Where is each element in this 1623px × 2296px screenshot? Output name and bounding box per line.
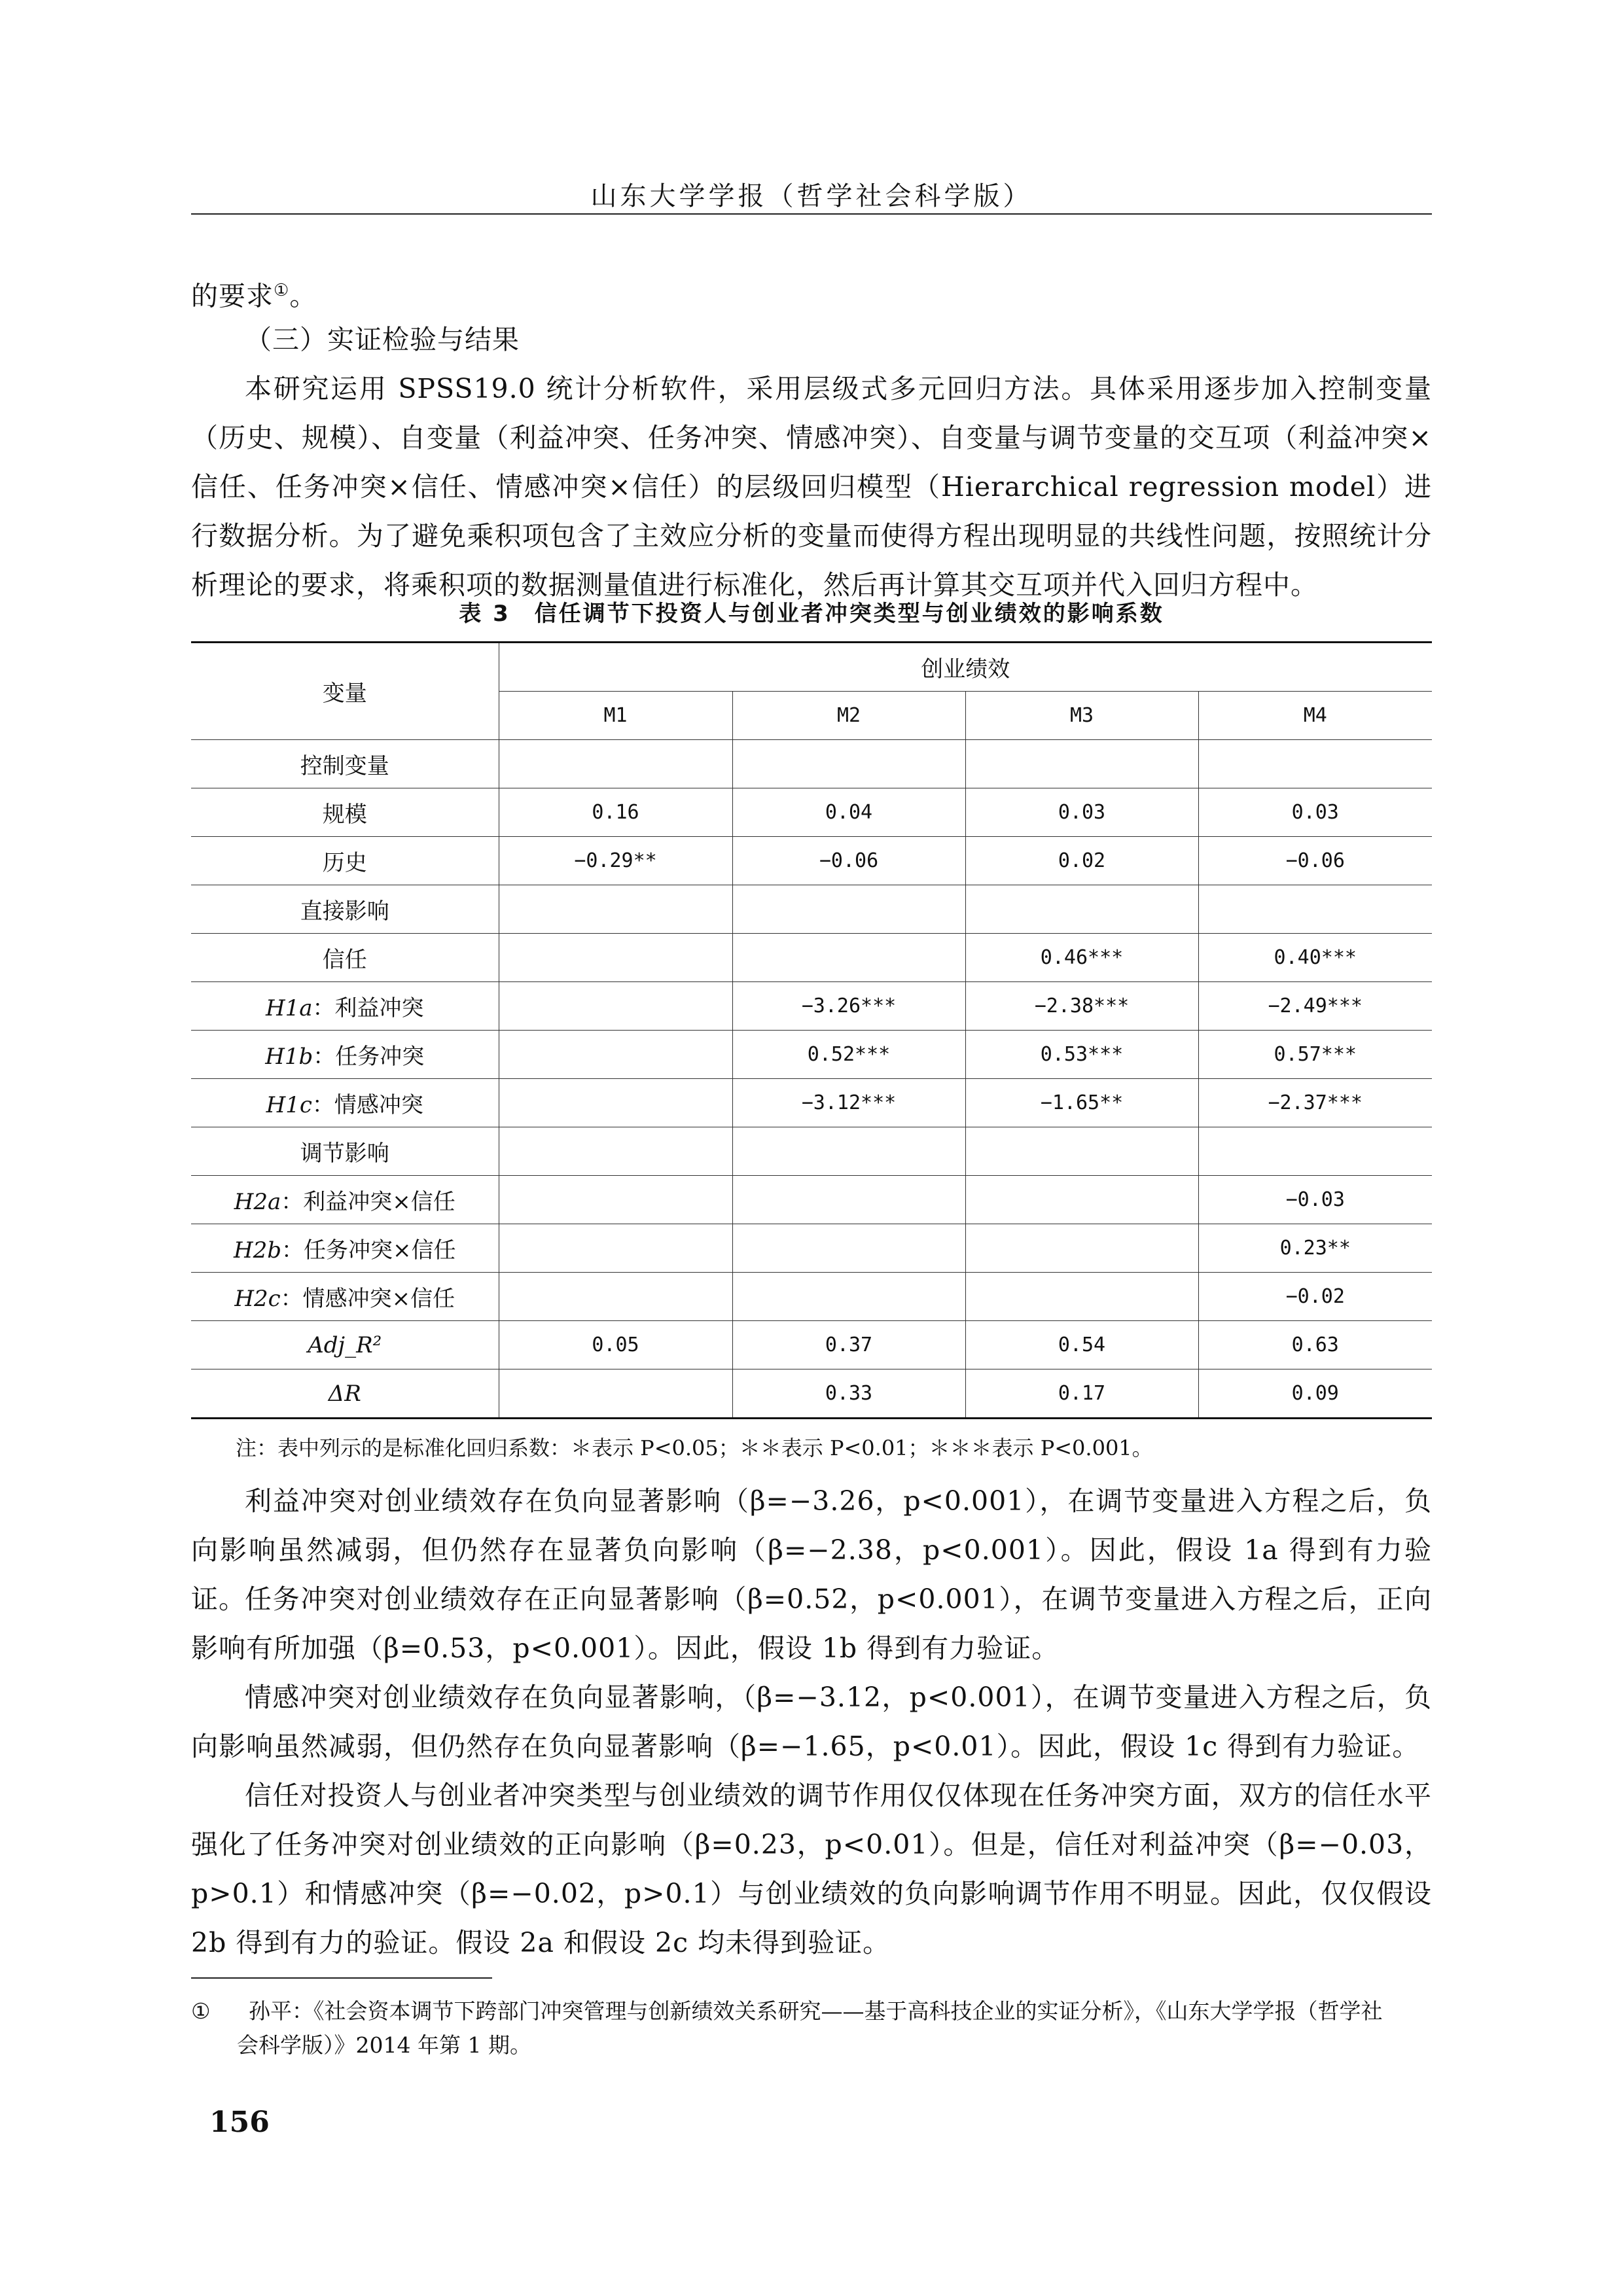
row-label — [191, 1031, 499, 1079]
coefficient-cell — [1198, 885, 1432, 934]
coefficient-cell: 0.03 — [1198, 788, 1432, 837]
paragraph-h2: 信任对投资人与创业者冲突类型与创业绩效的调节作用仅仅体现在任务冲突方面，双方的信任水平强化了任务冲突对创业绩效的正向影响（β=0.23，p<0.01）。但是，信任对利益冲突（β=−0.03，p>0.1）和情感冲突（β=−0.02，p>0.1）与创业绩效的负向影响调节作用不明显。因此，仅仅假设 2b 得到有力的验证。假设 2a 和假设 2c 均未得到验证。 — [191, 1780, 1432, 1958]
coefficient-cell: 0.37 — [732, 1321, 965, 1369]
coefficient-cell: 0.02 — [965, 837, 1198, 885]
hypothesis-label: H2a — [234, 1189, 281, 1215]
coefficient-cell — [965, 1127, 1198, 1176]
header-rule — [191, 213, 1432, 215]
variable-label: ：任务冲突×信任 — [281, 1237, 456, 1263]
table-row — [191, 982, 1432, 1031]
table-row — [191, 1224, 1432, 1273]
table-row — [191, 1321, 1432, 1369]
coefficient-cell: 0.05 — [499, 1321, 732, 1369]
coefficient-cell: −3.12*** — [732, 1079, 965, 1127]
row-label — [191, 1273, 499, 1321]
table-row — [191, 837, 1432, 885]
coefficient-cell: 0.40*** — [1198, 934, 1432, 982]
coefficient-cell: −1.65** — [965, 1079, 1198, 1127]
row-label — [191, 934, 499, 982]
regression-table — [191, 641, 1432, 1419]
coefficient-cell — [499, 1273, 732, 1321]
table-row — [191, 1176, 1432, 1224]
table-row — [191, 1273, 1432, 1321]
coefficient-cell: 0.53*** — [965, 1031, 1198, 1079]
coefficient-cell: 0.57*** — [1198, 1031, 1432, 1079]
paragraph-h1b: 任务冲突对创业绩效存在正向显著影响（β=0.52，p<0.001），在调节变量进入方程之后，正向影响有所加强（β=0.53，p<0.001）。因此，假设 1b 得到有力验证。 — [191, 1583, 1432, 1664]
table-header-row — [191, 643, 1432, 692]
coefficient-cell: −0.02 — [1198, 1273, 1432, 1321]
coefficient-cell: 0.54 — [965, 1321, 1198, 1369]
coefficient-cell — [499, 1369, 732, 1419]
paragraph-continuation — [191, 266, 1432, 321]
hypothesis-label: H2b — [233, 1237, 282, 1263]
coefficient-cell: 0.09 — [1198, 1369, 1432, 1419]
table-note: 注：表中列示的是标准化回归系数：＊表示 P<0.05；＊＊表示 P<0.01；＊＊＊表示 P<0.001。 — [236, 1436, 1153, 1460]
coefficient-cell — [732, 1127, 965, 1176]
footnote-ref: ① — [274, 281, 290, 300]
variable-label: ：利益冲突 — [312, 995, 424, 1021]
coefficient-cell — [965, 1176, 1198, 1224]
variable-label: 控制变量 — [300, 753, 389, 779]
coefficient-cell — [499, 740, 732, 788]
model-header: M1 — [499, 692, 732, 740]
coefficient-cell — [732, 885, 965, 934]
coefficient-cell: −2.49*** — [1198, 982, 1432, 1031]
variable-label: 规模 — [322, 802, 367, 828]
footnote — [191, 1994, 1432, 2062]
coefficient-cell — [499, 885, 732, 934]
table-row — [191, 788, 1432, 837]
coefficient-cell: 0.17 — [965, 1369, 1198, 1419]
table-row — [191, 1369, 1432, 1419]
table-title: 表 3 信任调节下投资人与创业者冲突类型与创业绩效的影响系数 — [459, 601, 1164, 627]
row-label — [191, 837, 499, 885]
row-label — [191, 1127, 499, 1176]
coefficient-cell — [499, 1079, 732, 1127]
coefficient-cell — [965, 740, 1198, 788]
hypothesis-label: Adj_R² — [308, 1332, 382, 1358]
coefficient-cell — [1198, 740, 1432, 788]
coefficient-cell: 0.16 — [499, 788, 732, 837]
paragraph-method: 本研究运用 SPSS19.0 统计分析软件，采用层级式多元回归方法。具体采用逐步加入控制变量（历史、规模）、自变量（利益冲突、任务冲突、情感冲突）、自变量与调节变量的交互项（利益冲突×信任、任务冲突×信任、情感冲突×信任）的层级回归模型（Hierarchical regression model）进行数据分析。为了避免乘积项包含了主效应分析的变量而使得方程出现明显的共线性问题，按照统计分析理论的要求，将乘积项的数据测量值进行标准化，然后再计算其交互项并代入回归方程中。 — [191, 373, 1432, 601]
model-header: M3 — [965, 692, 1198, 740]
coefficient-cell — [1198, 1127, 1432, 1176]
coefficient-cell: −2.38*** — [965, 982, 1198, 1031]
variable-label: ：利益冲突×信任 — [281, 1189, 455, 1215]
table-row — [191, 934, 1432, 982]
coefficient-cell: 0.63 — [1198, 1321, 1432, 1369]
running-header: 山东大学学报（哲学社会科学版） — [590, 181, 1033, 211]
coefficient-cell: 0.23** — [1198, 1224, 1432, 1273]
row-label — [191, 1224, 499, 1273]
table-row — [191, 740, 1432, 788]
row-label — [191, 1079, 499, 1127]
continuation-text: 的要求 — [191, 280, 274, 312]
footnote-line: 会科学版）》2014 年第 1 期。 — [237, 2032, 531, 2058]
table-row — [191, 1127, 1432, 1176]
coefficient-cell — [732, 1224, 965, 1273]
hypothesis-label: H1c — [266, 1092, 312, 1118]
hypothesis-label: H1b — [265, 1044, 313, 1070]
variable-label: ：情感冲突 — [312, 1092, 423, 1118]
coefficient-cell — [732, 934, 965, 982]
section-heading: （三）实证检验与结果 — [245, 324, 520, 355]
coefficient-cell: 0.33 — [732, 1369, 965, 1419]
continuation-end: 。 — [289, 280, 317, 312]
coefficient-cell — [965, 1224, 1198, 1273]
coefficient-cell: 0.03 — [965, 788, 1198, 837]
table-row — [191, 1079, 1432, 1127]
variable-label: ：任务冲突 — [313, 1044, 425, 1070]
coefficient-cell: 0.04 — [732, 788, 965, 837]
hypothesis-label: ΔR — [328, 1380, 361, 1407]
model-header: M4 — [1198, 692, 1432, 740]
row-label — [191, 885, 499, 934]
coefficient-cell: 0.46*** — [965, 934, 1198, 982]
row-label — [191, 1321, 499, 1369]
coefficient-cell — [965, 885, 1198, 934]
row-label — [191, 1369, 499, 1419]
variable-label: 调节影响 — [300, 1140, 389, 1167]
table-row — [191, 1031, 1432, 1079]
coefficient-cell — [732, 740, 965, 788]
hypothesis-label: H2c — [234, 1286, 281, 1312]
coefficient-cell: −2.37*** — [1198, 1079, 1432, 1127]
coefficient-cell — [499, 982, 732, 1031]
row-label — [191, 740, 499, 788]
page-number: 156 — [209, 2106, 270, 2139]
variable-label: 信任 — [322, 947, 367, 973]
coefficient-cell: −3.26*** — [732, 982, 965, 1031]
variable-label: ：情感冲突×信任 — [280, 1286, 455, 1312]
table-row — [191, 885, 1432, 934]
coefficient-cell: −0.29** — [499, 837, 732, 885]
coefficient-cell — [965, 1273, 1198, 1321]
footnote-mark: ① — [191, 1998, 211, 2024]
coefficient-cell — [732, 1273, 965, 1321]
row-label — [191, 1176, 499, 1224]
model-header: M2 — [732, 692, 965, 740]
coefficient-cell — [499, 1031, 732, 1079]
variable-label: 历史 — [322, 850, 367, 876]
row-label — [191, 982, 499, 1031]
coefficient-cell: 0.52*** — [732, 1031, 965, 1079]
coefficient-cell: −0.06 — [1198, 837, 1432, 885]
paragraph-h1c: 情感冲突对创业绩效存在负向显著影响，（β=−3.12，p<0.001），在调节变量进入方程之后，负向影响虽然减弱，但仍然存在负向显著影响（β=−1.65，p<0.01）。因此，假设 1c 得到有力验证。 — [191, 1682, 1432, 1762]
coefficient-cell — [499, 1176, 732, 1224]
paragraph-h1a: 利益冲突对创业绩效存在负向显著影响（β=−3.26，p<0.001），在调节变量进入方程之后，负向影响虽然减弱，但仍然存在显著负向影响（β=−2.38，p<0.001）。因此，假设 1a 得到有力验证。 — [191, 1485, 1432, 1615]
footnote-rule — [191, 1977, 492, 1979]
variable-label: 直接影响 — [300, 898, 389, 925]
group-header: 创业绩效 — [499, 643, 1432, 692]
coefficient-cell: −0.03 — [1198, 1176, 1432, 1224]
hypothesis-label: H1a — [265, 995, 313, 1021]
coefficient-cell — [499, 1127, 732, 1176]
coefficient-cell — [499, 934, 732, 982]
var-header: 变量 — [191, 643, 499, 740]
coefficient-cell — [732, 1176, 965, 1224]
coefficient-cell: −0.06 — [732, 837, 965, 885]
footnote-line: 孙平：《社会资本调节下跨部门冲突管理与创新绩效关系研究——基于高科技企业的实证分析》，《山东大学学报（哲学社 — [249, 1998, 1383, 2024]
coefficient-cell — [499, 1224, 732, 1273]
row-label — [191, 788, 499, 837]
